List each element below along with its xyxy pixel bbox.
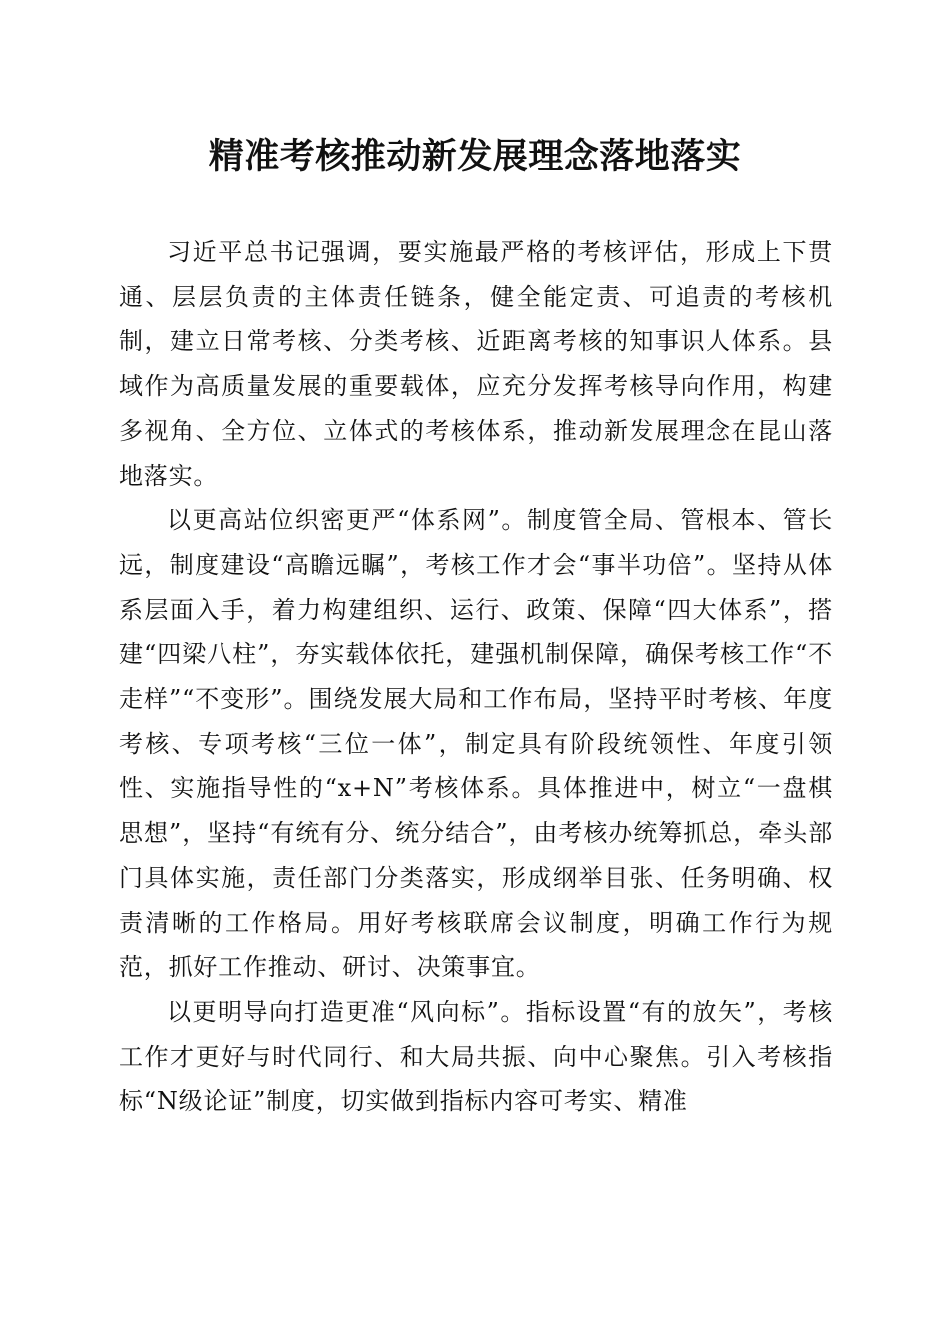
document-title: 精准考核推动新发展理念落地落实 bbox=[208, 136, 742, 177]
paragraph-intro: 习近平总书记强调，要实施最严格的考核评估，形成上下贯通、层层负责的主体责任链条，健全能定责、可追责的考核机制，建立日常考核、分类考核、近距离考核的知事识人体系。县域作为高质量发展的重要载体，应充分发挥考核导向作用，构建多视角、全方位、立体式的考核体系，推动新发展理念在昆山落地落实。 bbox=[119, 238, 833, 490]
paragraph-guidance: 以更明导向打造更准“风向标”。指标设置“有的放矢”，考核工作才更好与时代同行、和大局共振、向中心聚焦。引入考核指标“N级论证”制度，切实做到指标内容可考实、精准 bbox=[119, 997, 833, 1116]
document-body bbox=[119, 230, 833, 1124]
paragraph-system-network: 以更高站位织密更严“体系网”。制度管全局、管根本、管长远，制度建设“高瞻远瞩”，考核工作才会“事半功倍”。坚持从体系层面入手，着力构建组织、运行、政策、保障“四大体系”，搭建“四梁八柱”，夯实载体依托，建强机制保障，确保考核工作“不走样”“不变形”。围绕发展大局和工作布局，坚持平时考核、年度考核、专项考核“三位一体”，制定具有阶段统领性、年度引领性、实施指导性的“x+N”考核体系。具体推进中，树立“一盘棋思想”，坚持“有统有分、统分结合”，由考核办统筹抓总，牵头部门具体实施，责任部门分类落实，形成纲举目张、任务明确、权责清晰的工作格局。用好考核联席会议制度，明确工作行为规范，抓好工作推动、研讨、决策事宜。 bbox=[119, 506, 833, 982]
